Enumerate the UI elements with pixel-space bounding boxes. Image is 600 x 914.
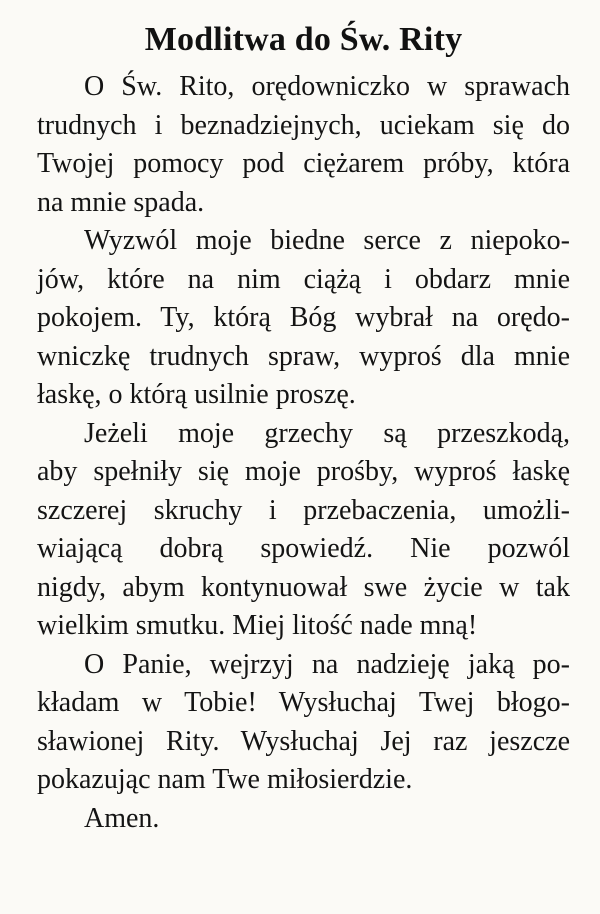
text-line: wielkim smutku. Miej litość nade mną! bbox=[37, 610, 478, 641]
text-line: na mnie spada. bbox=[37, 186, 205, 218]
text-line: Twojej pomocy pod ciężarem próby, która bbox=[37, 148, 570, 179]
text-line: O Św. Rito, orędowniczko w sprawach bbox=[84, 71, 570, 102]
text-line: aby spełniły się moje prośby, wyproś łaskę bbox=[37, 456, 570, 487]
text-line: kładam w Tobie! Wysłuchaj Twej błogo- bbox=[37, 687, 570, 718]
prayer-paragraph-3 bbox=[37, 415, 570, 646]
text-line: łaskę, o którą usilnie proszę. bbox=[37, 379, 356, 410]
text-line: pokojem. Ty, którą Bóg wybrał na orędo- bbox=[37, 302, 570, 333]
text-line: wiającą dobrą spowiedź. Nie pozwól bbox=[37, 533, 570, 564]
text-line: wniczkę trudnych spraw, wyproś dla mnie bbox=[37, 340, 570, 372]
text-line: Amen. bbox=[84, 802, 160, 834]
text-line: jów, które na nim ciążą i obdarz mnie bbox=[37, 263, 570, 295]
text-line: nigdy, abym kontynuował swe życie w tak bbox=[37, 571, 570, 603]
prayer-paragraph-2 bbox=[37, 222, 570, 415]
prayer-paragraph-4 bbox=[37, 646, 570, 800]
text-line: sławionej Rity. Wysłuchaj Jej raz jeszcze bbox=[37, 725, 570, 757]
prayer-title: Modlitwa do Św. Rity bbox=[144, 21, 463, 58]
text-line: O Panie, wejrzyj na nadzieję jaką po- bbox=[84, 648, 570, 680]
text-line: szczerej skruchy i przebaczenia, umożli- bbox=[37, 494, 570, 526]
prayer-paragraph-5 bbox=[37, 800, 570, 839]
text-line: pokazując nam Twe miłosierdzie. bbox=[37, 764, 413, 795]
text-line: Jeżeli moje grzechy są przeszkodą, bbox=[84, 417, 570, 449]
text-line: trudnych i beznadziejnych, uciekam się do bbox=[37, 109, 570, 141]
text-line: Wyzwól moje biedne serce z niepoko- bbox=[84, 225, 570, 256]
prayer-paragraph-1 bbox=[37, 68, 570, 222]
